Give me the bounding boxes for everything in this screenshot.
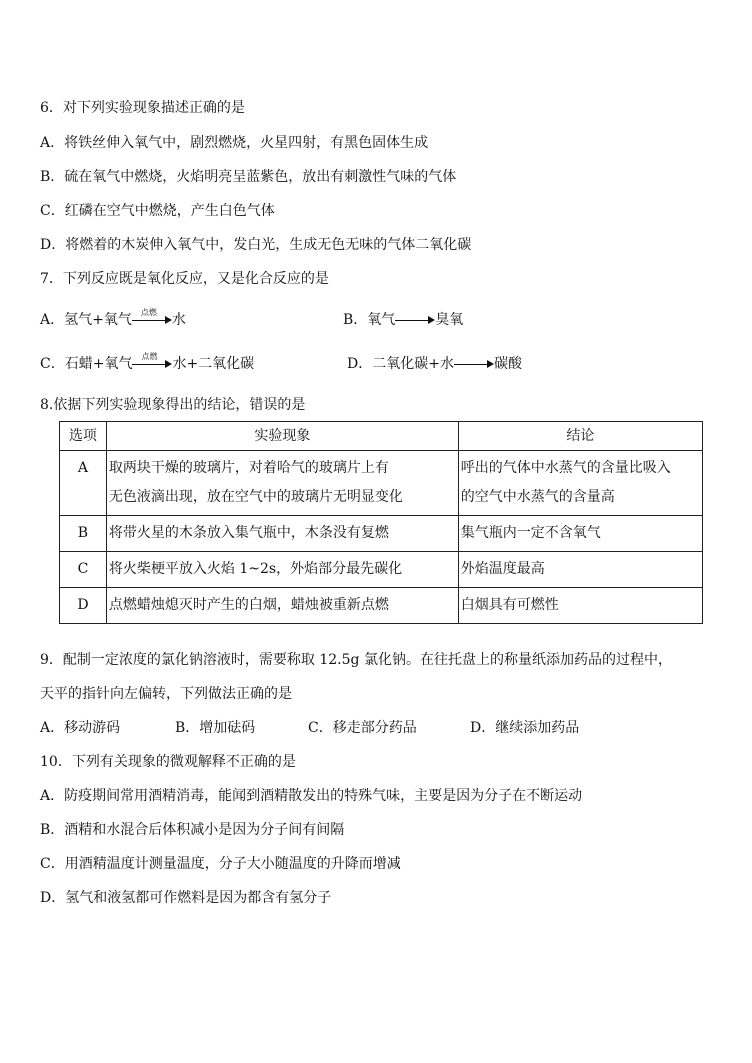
q10-option-d: D．氢气和液氢都可作燃料是因为都含有氢分子 (40, 890, 332, 906)
q9-option-c: C．移走部分药品 (308, 720, 417, 736)
q7-d-reactants: D．二氧化碳+水 (347, 356, 454, 372)
q6-stem: 6．对下列实验现象描述正确的是 (40, 100, 245, 116)
q7-stem: 7．下列反应既是氧化反应，又是化合反应的是 (40, 271, 329, 287)
q8-stem: 8.依据下列实验现象得出的结论，错误的是 (40, 397, 306, 413)
q9-stem-line-2: 天平的指针向左偏转，下列做法正确的是 (40, 686, 292, 702)
q7-option-c (40, 354, 254, 374)
row-phenomenon-line: 无色液滴出现，放在空气中的玻璃片无明显变化 (108, 489, 403, 505)
q7-d-products: 碳酸 (493, 356, 522, 372)
q7-c-reactants: C．石蜡+氧气 (40, 356, 133, 372)
q6-option-d: D．将燃着的木炭伸入氧气中，发白光，生成无色无味的气体二氧化碳 (40, 237, 472, 253)
reaction-arrow-icon (454, 354, 494, 374)
q9-option-a: A．移动游码 (40, 720, 121, 736)
table-row (60, 451, 703, 516)
table-header-phenomenon: 实验现象 (106, 422, 458, 451)
reaction-arrow-icon (132, 354, 172, 374)
row-conclusion-line: 的空气中水蒸气的含量高 (460, 489, 615, 505)
row-phenomenon: 将带火星的木条放入集气瓶中，木条没有复燃 (106, 516, 458, 552)
q7-option-d (347, 354, 522, 374)
row-option: C (60, 552, 107, 588)
table-header-conclusion: 结论 (458, 422, 702, 451)
q7-option-a (40, 310, 186, 330)
q10-stem: 10．下列有关现象的微观解释不正确的是 (40, 754, 296, 770)
table-row (60, 552, 703, 588)
row-option: A (60, 451, 107, 516)
table-header-row (60, 422, 703, 451)
row-option: B (60, 516, 107, 552)
q9-option-d: D．继续添加药品 (470, 720, 580, 736)
table-row (60, 588, 703, 624)
q6-option-b: B．硫在氧气中燃烧，火焰明亮呈蓝紫色，放出有刺激性气味的气体 (40, 169, 457, 185)
table-row (60, 516, 703, 552)
row-conclusion: 白烟具有可燃性 (458, 588, 702, 624)
q7-b-products: 臭氧 (435, 312, 464, 328)
q6-option-c: C．红磷在空气中燃烧，产生白色气体 (40, 203, 275, 219)
q10-option-b: B．酒精和水混合后体积减小是因为分子间有间隔 (40, 822, 345, 838)
row-phenomenon (106, 451, 458, 516)
reaction-arrow-icon (132, 310, 172, 330)
q7-a-reactants: A．氢气+氧气 (40, 312, 132, 328)
q8-table (59, 421, 703, 624)
table-header-option: 选项 (60, 422, 107, 451)
reaction-condition: 点燃 (140, 308, 157, 317)
q10-option-c: C．用酒精温度计测量温度，分子大小随温度的升降而增减 (40, 856, 401, 872)
q7-a-products: 水 (171, 312, 186, 328)
row-conclusion: 外焰温度最高 (458, 552, 702, 588)
q7-b-reactants: B．氧气 (343, 312, 396, 328)
row-conclusion: 集气瓶内一定不含氧气 (458, 516, 702, 552)
row-conclusion-line: 呼出的气体中水蒸气的含量比吸入 (460, 460, 671, 476)
row-phenomenon-line: 取两块干燥的玻璃片，对着哈气的玻璃片上有 (108, 460, 389, 476)
q7-option-b (343, 310, 463, 330)
reaction-arrow-icon (395, 310, 435, 330)
q7-c-products: 水+二氧化碳 (172, 356, 255, 372)
row-phenomenon: 将火柴梗平放入火焰 1~2s，外焰部分最先碳化 (106, 552, 458, 588)
reaction-condition: 点燃 (141, 352, 158, 361)
q9-stem-line-1: 9．配制一定浓度的氯化钠溶液时，需要称取 12.5g 氯化钠。在往托盘上的称量纸添加药品的过程中， (40, 652, 672, 668)
q9-option-b: B．增加砝码 (175, 720, 256, 736)
row-option: D (60, 588, 107, 624)
q10-option-a: A．防疫期间常用酒精消毒，能闻到酒精散发出的特殊气味，主要是因为分子在不断运动 (40, 788, 583, 804)
q6-option-a: A．将铁丝伸入氧气中，剧烈燃烧，火星四射，有黑色固体生成 (40, 135, 429, 151)
row-phenomenon: 点燃蜡烛熄灭时产生的白烟，蜡烛被重新点燃 (106, 588, 458, 624)
row-conclusion (458, 451, 702, 516)
